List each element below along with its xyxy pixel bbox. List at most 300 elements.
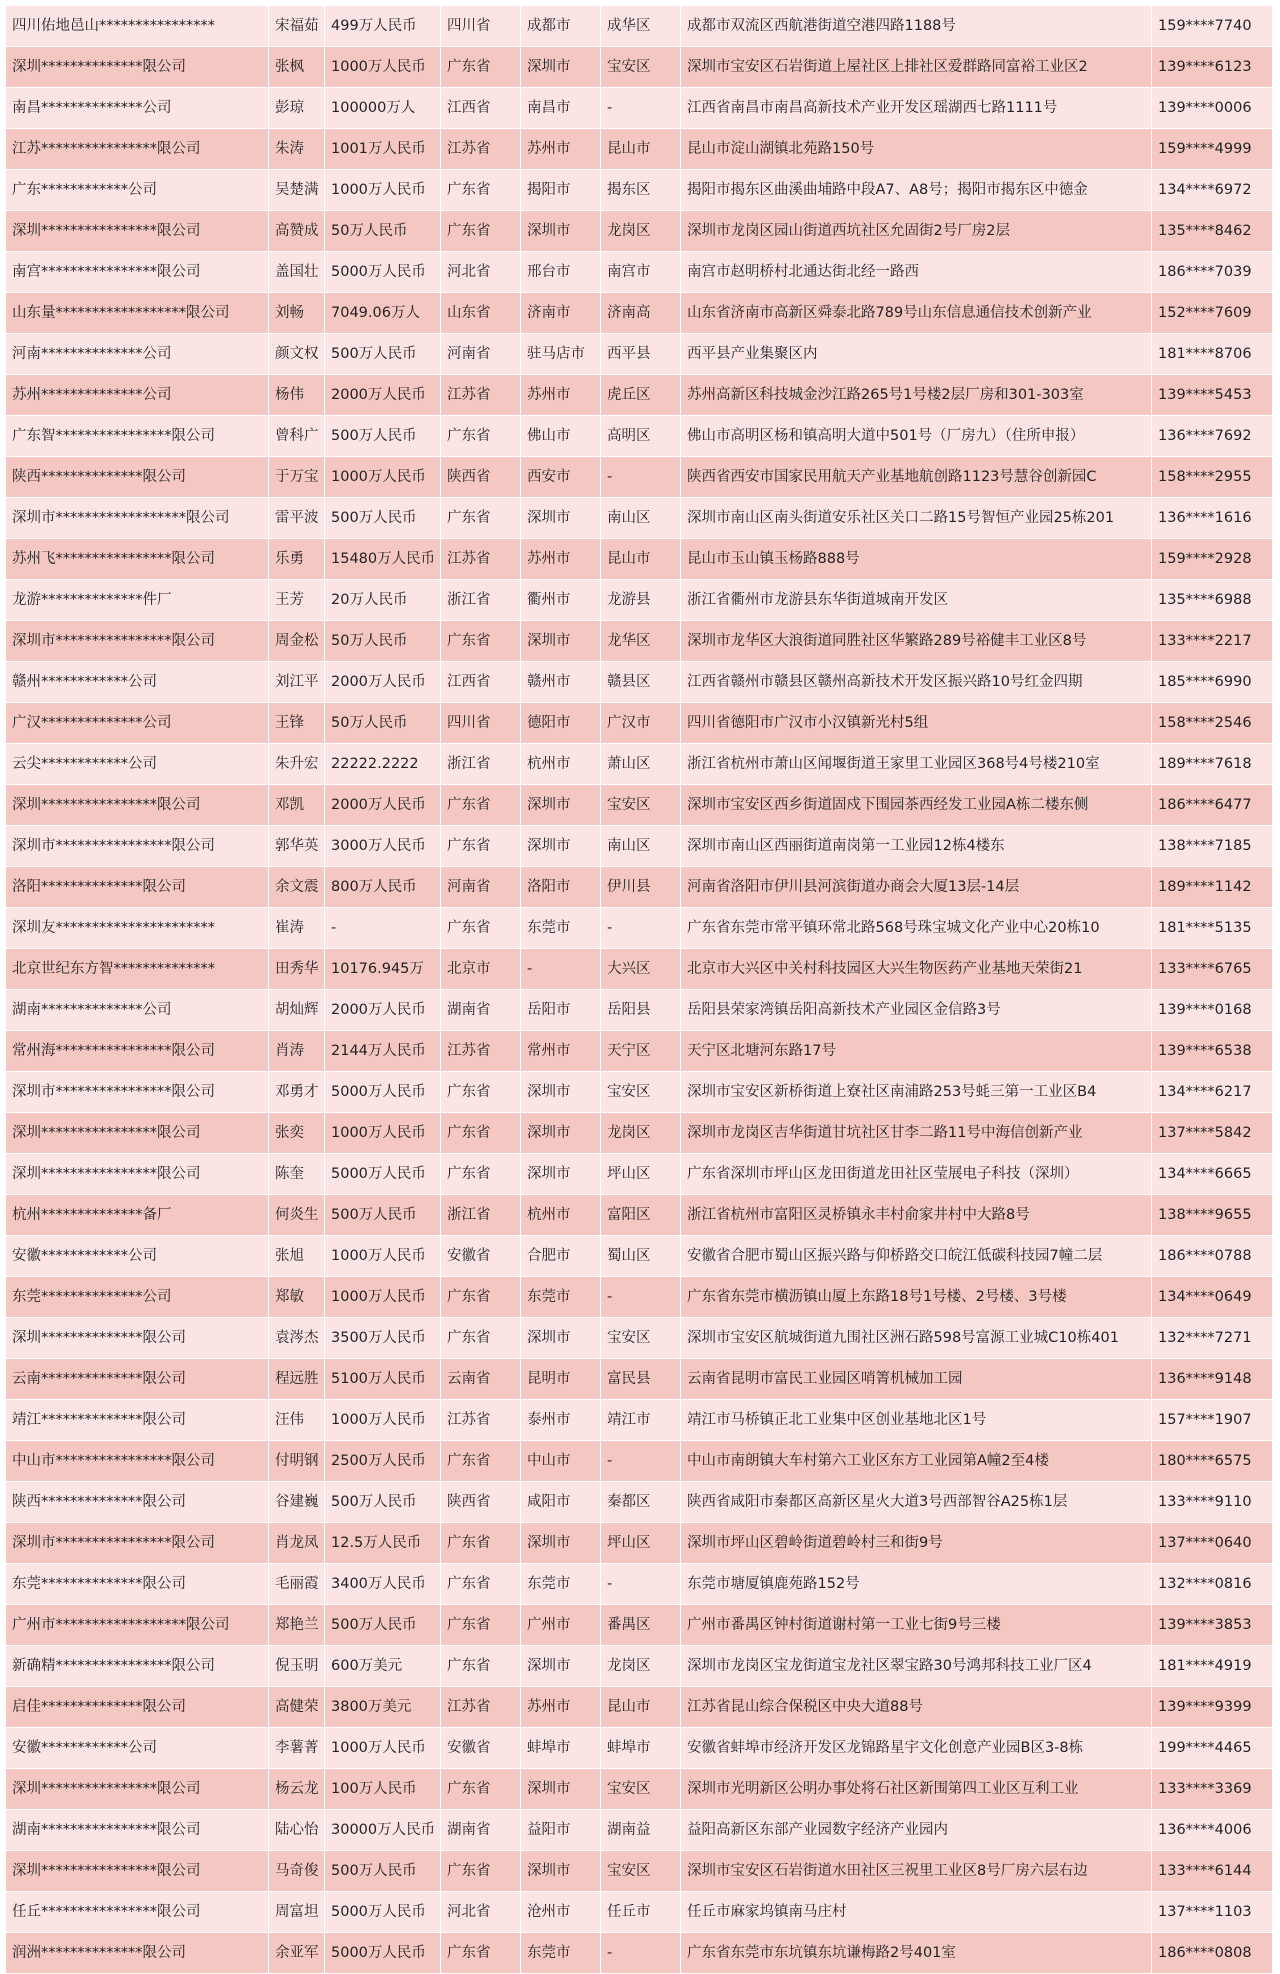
province-cell: 广东省 xyxy=(441,1769,521,1810)
city-cell: 泰州市 xyxy=(521,1400,601,1441)
table-row xyxy=(6,6,1273,47)
phone-cell: 186****0788 xyxy=(1152,1236,1273,1277)
phone-cell: 136****1616 xyxy=(1152,498,1273,539)
table-row xyxy=(6,1072,1273,1113)
company-name-cell: 东莞**************公司 xyxy=(6,1277,269,1318)
registered-capital-cell: 500万人民币 xyxy=(325,498,441,539)
contact-name-cell: 袁涔杰 xyxy=(269,1318,325,1359)
phone-cell: 137****1103 xyxy=(1152,1892,1273,1933)
district-cell: 坪山区 xyxy=(601,1154,681,1195)
contact-name-cell: 汪伟 xyxy=(269,1400,325,1441)
registered-capital-cell: 800万人民币 xyxy=(325,867,441,908)
company-name-cell: 深圳**************限公司 xyxy=(6,1318,269,1359)
contact-name-cell: 何炎生 xyxy=(269,1195,325,1236)
city-cell: 东莞市 xyxy=(521,1277,601,1318)
registered-capital-cell: 1001万人民币 xyxy=(325,129,441,170)
registered-capital-cell: 5000万人民币 xyxy=(325,1892,441,1933)
phone-cell: 134****6665 xyxy=(1152,1154,1273,1195)
contact-name-cell: 周富坦 xyxy=(269,1892,325,1933)
address-cell: 深圳市宝安区石岩街道上屋社区上排社区爱群路同富裕工业区2 xyxy=(681,47,1152,88)
province-cell: 湖南省 xyxy=(441,1810,521,1851)
district-cell: 揭东区 xyxy=(601,170,681,211)
phone-cell: 159****4999 xyxy=(1152,129,1273,170)
address-cell: 江苏省昆山综合保税区中央大道88号 xyxy=(681,1687,1152,1728)
table-row xyxy=(6,47,1273,88)
province-cell: 广东省 xyxy=(441,826,521,867)
address-cell: 陕西省咸阳市秦都区高新区星火大道3号西部智谷A25栋1层 xyxy=(681,1482,1152,1523)
phone-cell: 133****9110 xyxy=(1152,1482,1273,1523)
address-cell: 天宁区北塘河东路17号 xyxy=(681,1031,1152,1072)
contact-name-cell: 马奇俊 xyxy=(269,1851,325,1892)
table-row xyxy=(6,703,1273,744)
province-cell: 江苏省 xyxy=(441,1400,521,1441)
table-row xyxy=(6,1810,1273,1851)
city-cell: 苏州市 xyxy=(521,1687,601,1728)
district-cell: 富阳区 xyxy=(601,1195,681,1236)
company-name-cell: 南宫****************限公司 xyxy=(6,252,269,293)
province-cell: 江苏省 xyxy=(441,539,521,580)
contact-name-cell: 曾科广 xyxy=(269,416,325,457)
province-cell: 广东省 xyxy=(441,621,521,662)
registered-capital-cell: 5100万人民币 xyxy=(325,1359,441,1400)
address-cell: 北京市大兴区中关村科技园区大兴生物医药产业基地天荣街21 xyxy=(681,949,1152,990)
registered-capital-cell: 12.5万人民币 xyxy=(325,1523,441,1564)
city-cell: 蚌埠市 xyxy=(521,1728,601,1769)
city-cell: 深圳市 xyxy=(521,498,601,539)
address-cell: 四川省德阳市广汉市小汉镇新光村5组 xyxy=(681,703,1152,744)
district-cell: 西平县 xyxy=(601,334,681,375)
registered-capital-cell: - xyxy=(325,908,441,949)
address-cell: 佛山市高明区杨和镇高明大道中501号（厂房九）（住所申报） xyxy=(681,416,1152,457)
table-row xyxy=(6,1851,1273,1892)
district-cell: 伊川县 xyxy=(601,867,681,908)
company-name-cell: 洛阳**************限公司 xyxy=(6,867,269,908)
province-cell: 广东省 xyxy=(441,1523,521,1564)
district-cell: 蜀山区 xyxy=(601,1236,681,1277)
registered-capital-cell: 499万人民币 xyxy=(325,6,441,47)
phone-cell: 186****6477 xyxy=(1152,785,1273,826)
address-cell: 浙江省杭州市萧山区闻堰街道王家里工业园区368号4号楼210室 xyxy=(681,744,1152,785)
city-cell: 西安市 xyxy=(521,457,601,498)
contact-name-cell: 肖涛 xyxy=(269,1031,325,1072)
company-name-cell: 赣州************公司 xyxy=(6,662,269,703)
address-cell: 深圳市坪山区碧岭街道碧岭村三和街9号 xyxy=(681,1523,1152,1564)
phone-cell: 157****1907 xyxy=(1152,1400,1273,1441)
district-cell: 昆山市 xyxy=(601,1687,681,1728)
district-cell: - xyxy=(601,1564,681,1605)
contact-name-cell: 于万宝 xyxy=(269,457,325,498)
company-name-cell: 南昌**************公司 xyxy=(6,88,269,129)
address-cell: 任丘市麻家坞镇南马庄村 xyxy=(681,1892,1152,1933)
city-cell: 中山市 xyxy=(521,1441,601,1482)
province-cell: 河北省 xyxy=(441,252,521,293)
address-cell: 深圳市光明新区公明办事处将石社区新围第四工业区互利工业 xyxy=(681,1769,1152,1810)
table-row xyxy=(6,457,1273,498)
district-cell: 龙岗区 xyxy=(601,1113,681,1154)
company-name-cell: 安徽************公司 xyxy=(6,1728,269,1769)
district-cell: 富民县 xyxy=(601,1359,681,1400)
registered-capital-cell: 2144万人民币 xyxy=(325,1031,441,1072)
registered-capital-cell: 500万人民币 xyxy=(325,334,441,375)
registered-capital-cell: 3500万人民币 xyxy=(325,1318,441,1359)
address-cell: 南宫市赵明桥村北通达街北经一路西 xyxy=(681,252,1152,293)
address-cell: 深圳市龙岗区园山街道西坑社区允固街2号厂房2层 xyxy=(681,211,1152,252)
province-cell: 安徽省 xyxy=(441,1236,521,1277)
registered-capital-cell: 1000万人民币 xyxy=(325,1113,441,1154)
province-cell: 广东省 xyxy=(441,498,521,539)
registered-capital-cell: 30000万人民币 xyxy=(325,1810,441,1851)
registered-capital-cell: 1000万人民币 xyxy=(325,1728,441,1769)
district-cell: 湖南益 xyxy=(601,1810,681,1851)
company-name-cell: 新确精****************限公司 xyxy=(6,1646,269,1687)
phone-cell: 134****6217 xyxy=(1152,1072,1273,1113)
registered-capital-cell: 500万人民币 xyxy=(325,1195,441,1236)
district-cell: 南山区 xyxy=(601,498,681,539)
company-name-cell: 杭州**************备厂 xyxy=(6,1195,269,1236)
phone-cell: 189****7618 xyxy=(1152,744,1273,785)
address-cell: 广东省东莞市常平镇环常北路568号珠宝城文化产业中心20栋10 xyxy=(681,908,1152,949)
province-cell: 广东省 xyxy=(441,47,521,88)
company-name-cell: 深圳****************限公司 xyxy=(6,1769,269,1810)
address-cell: 深圳市南山区南头街道安乐社区关口二路15号智恒产业园25栋201 xyxy=(681,498,1152,539)
district-cell: 天宁区 xyxy=(601,1031,681,1072)
province-cell: 广东省 xyxy=(441,211,521,252)
company-name-cell: 深圳****************限公司 xyxy=(6,785,269,826)
phone-cell: 159****2928 xyxy=(1152,539,1273,580)
city-cell: 深圳市 xyxy=(521,47,601,88)
district-cell: 靖江市 xyxy=(601,1400,681,1441)
company-name-cell: 深圳市****************限公司 xyxy=(6,621,269,662)
company-name-cell: 湖南****************限公司 xyxy=(6,1810,269,1851)
phone-cell: 132****0816 xyxy=(1152,1564,1273,1605)
city-cell: 常州市 xyxy=(521,1031,601,1072)
company-name-cell: 深圳友********************** xyxy=(6,908,269,949)
city-cell: 昆明市 xyxy=(521,1359,601,1400)
registered-capital-cell: 15480万人民币 xyxy=(325,539,441,580)
province-cell: 江苏省 xyxy=(441,129,521,170)
province-cell: 广东省 xyxy=(441,1933,521,1974)
contact-name-cell: 朱涛 xyxy=(269,129,325,170)
phone-cell: 136****4006 xyxy=(1152,1810,1273,1851)
city-cell: 益阳市 xyxy=(521,1810,601,1851)
city-cell: 驻马店市 xyxy=(521,334,601,375)
registered-capital-cell: 1000万人民币 xyxy=(325,47,441,88)
phone-cell: 159****7740 xyxy=(1152,6,1273,47)
phone-cell: 199****4465 xyxy=(1152,1728,1273,1769)
province-cell: 陕西省 xyxy=(441,457,521,498)
contact-name-cell: 彭琼 xyxy=(269,88,325,129)
registered-capital-cell: 2500万人民币 xyxy=(325,1441,441,1482)
city-cell: 东莞市 xyxy=(521,1933,601,1974)
registered-capital-cell: 1000万人民币 xyxy=(325,457,441,498)
contact-name-cell: 张旭 xyxy=(269,1236,325,1277)
company-name-cell: 常州海****************限公司 xyxy=(6,1031,269,1072)
province-cell: 广东省 xyxy=(441,1605,521,1646)
table-row xyxy=(6,1769,1273,1810)
district-cell: 宝安区 xyxy=(601,1851,681,1892)
company-name-cell: 启佳**************限公司 xyxy=(6,1687,269,1728)
company-name-cell: 陕西**************限公司 xyxy=(6,457,269,498)
table-row xyxy=(6,1318,1273,1359)
phone-cell: 136****7692 xyxy=(1152,416,1273,457)
city-cell: 咸阳市 xyxy=(521,1482,601,1523)
province-cell: 广东省 xyxy=(441,170,521,211)
district-cell: 龙游县 xyxy=(601,580,681,621)
city-cell: 苏州市 xyxy=(521,539,601,580)
city-cell: 合肥市 xyxy=(521,1236,601,1277)
province-cell: 山东省 xyxy=(441,293,521,334)
address-cell: 岳阳县荣家湾镇岳阳高新技术产业园区金信路3号 xyxy=(681,990,1152,1031)
phone-cell: 139****5453 xyxy=(1152,375,1273,416)
table-row xyxy=(6,1441,1273,1482)
city-cell: 深圳市 xyxy=(521,1318,601,1359)
table-row xyxy=(6,580,1273,621)
city-cell: 深圳市 xyxy=(521,1113,601,1154)
address-cell: 陕西省西安市国家民用航天产业基地航创路1123号慧谷创新园C xyxy=(681,457,1152,498)
phone-cell: 137****5842 xyxy=(1152,1113,1273,1154)
district-cell: - xyxy=(601,457,681,498)
company-name-cell: 苏州**************公司 xyxy=(6,375,269,416)
district-cell: 南宫市 xyxy=(601,252,681,293)
company-name-cell: 深圳市****************限公司 xyxy=(6,1072,269,1113)
district-cell: 广汉市 xyxy=(601,703,681,744)
company-name-cell: 任丘****************限公司 xyxy=(6,1892,269,1933)
city-cell: 济南市 xyxy=(521,293,601,334)
address-cell: 昆山市淀山湖镇北苑路150号 xyxy=(681,129,1152,170)
table-row xyxy=(6,1113,1273,1154)
contact-name-cell: 杨伟 xyxy=(269,375,325,416)
address-cell: 深圳市宝安区西乡街道固戍下围园茶西经发工业园A栋二楼东侧 xyxy=(681,785,1152,826)
company-name-cell: 云南**************限公司 xyxy=(6,1359,269,1400)
company-name-cell: 安徽************公司 xyxy=(6,1236,269,1277)
company-name-cell: 靖江**************限公司 xyxy=(6,1400,269,1441)
address-cell: 靖江市马桥镇正北工业集中区创业基地北区1号 xyxy=(681,1400,1152,1441)
phone-cell: 181****4919 xyxy=(1152,1646,1273,1687)
table-row xyxy=(6,1687,1273,1728)
district-cell: 宝安区 xyxy=(601,785,681,826)
city-cell: 深圳市 xyxy=(521,1523,601,1564)
district-cell: 番禺区 xyxy=(601,1605,681,1646)
phone-cell: 152****7609 xyxy=(1152,293,1273,334)
contact-name-cell: 盖国壮 xyxy=(269,252,325,293)
contact-name-cell: 谷建巍 xyxy=(269,1482,325,1523)
city-cell: 成都市 xyxy=(521,6,601,47)
contact-name-cell: 周金松 xyxy=(269,621,325,662)
company-name-cell: 湖南**************公司 xyxy=(6,990,269,1031)
city-cell: 深圳市 xyxy=(521,1154,601,1195)
table-row xyxy=(6,744,1273,785)
table-row xyxy=(6,88,1273,129)
registered-capital-cell: 50万人民币 xyxy=(325,621,441,662)
address-cell: 安徽省合肥市蜀山区振兴路与仰桥路交口皖江低碳科技园7幢二层 xyxy=(681,1236,1152,1277)
city-cell: 沧州市 xyxy=(521,1892,601,1933)
phone-cell: 185****6990 xyxy=(1152,662,1273,703)
city-cell: - xyxy=(521,949,601,990)
registered-capital-cell: 1000万人民币 xyxy=(325,1236,441,1277)
table-row xyxy=(6,170,1273,211)
registered-capital-cell: 500万人民币 xyxy=(325,1851,441,1892)
contact-name-cell: 雷平波 xyxy=(269,498,325,539)
table-row xyxy=(6,416,1273,457)
district-cell: 高明区 xyxy=(601,416,681,457)
address-cell: 益阳高新区东部产业园数字经济产业园内 xyxy=(681,1810,1152,1851)
contact-name-cell: 陈奎 xyxy=(269,1154,325,1195)
registered-capital-cell: 5000万人民币 xyxy=(325,1072,441,1113)
table-body xyxy=(6,6,1273,1974)
address-cell: 江西省赣州市赣县区赣州高新技术开发区振兴路10号红金四期 xyxy=(681,662,1152,703)
contact-name-cell: 邓凯 xyxy=(269,785,325,826)
table-row xyxy=(6,498,1273,539)
contact-name-cell: 郑敏 xyxy=(269,1277,325,1318)
contact-name-cell: 颜文权 xyxy=(269,334,325,375)
province-cell: 广东省 xyxy=(441,1072,521,1113)
registered-capital-cell: 100万人民币 xyxy=(325,1769,441,1810)
district-cell: 龙岗区 xyxy=(601,1646,681,1687)
district-cell: 宝安区 xyxy=(601,1769,681,1810)
contact-name-cell: 刘畅 xyxy=(269,293,325,334)
province-cell: 广东省 xyxy=(441,1277,521,1318)
registered-capital-cell: 5000万人民币 xyxy=(325,252,441,293)
province-cell: 广东省 xyxy=(441,1441,521,1482)
company-name-cell: 深圳市****************限公司 xyxy=(6,826,269,867)
province-cell: 湖南省 xyxy=(441,990,521,1031)
registered-capital-cell: 50万人民币 xyxy=(325,703,441,744)
contact-name-cell: 张枫 xyxy=(269,47,325,88)
company-name-cell: 深圳**************限公司 xyxy=(6,47,269,88)
table-row xyxy=(6,1892,1273,1933)
province-cell: 广东省 xyxy=(441,1154,521,1195)
province-cell: 广东省 xyxy=(441,1318,521,1359)
district-cell: 萧山区 xyxy=(601,744,681,785)
city-cell: 深圳市 xyxy=(521,826,601,867)
table-row xyxy=(6,539,1273,580)
address-cell: 深圳市龙华区大浪街道同胜社区华繁路289号裕健丰工业区8号 xyxy=(681,621,1152,662)
table-row xyxy=(6,1400,1273,1441)
table-row xyxy=(6,662,1273,703)
company-name-cell: 广汉**************公司 xyxy=(6,703,269,744)
province-cell: 北京市 xyxy=(441,949,521,990)
table-row xyxy=(6,1523,1273,1564)
district-cell: 成华区 xyxy=(601,6,681,47)
registered-capital-cell: 5000万人民币 xyxy=(325,1933,441,1974)
contact-name-cell: 乐勇 xyxy=(269,539,325,580)
registered-capital-cell: 2000万人民币 xyxy=(325,785,441,826)
city-cell: 深圳市 xyxy=(521,1072,601,1113)
contact-name-cell: 朱升宏 xyxy=(269,744,325,785)
phone-cell: 132****7271 xyxy=(1152,1318,1273,1359)
table-row xyxy=(6,908,1273,949)
phone-cell: 181****5135 xyxy=(1152,908,1273,949)
city-cell: 东莞市 xyxy=(521,908,601,949)
district-cell: 南山区 xyxy=(601,826,681,867)
contact-name-cell: 高赞成 xyxy=(269,211,325,252)
phone-cell: 181****8706 xyxy=(1152,334,1273,375)
contact-name-cell: 张奕 xyxy=(269,1113,325,1154)
table-row xyxy=(6,1277,1273,1318)
province-cell: 云南省 xyxy=(441,1359,521,1400)
address-cell: 东莞市塘厦镇鹿苑路152号 xyxy=(681,1564,1152,1605)
address-cell: 广东省深圳市坪山区龙田街道龙田社区莹展电子科技（深圳） xyxy=(681,1154,1152,1195)
table-row xyxy=(6,949,1273,990)
phone-cell: 137****0640 xyxy=(1152,1523,1273,1564)
contact-name-cell: 刘江平 xyxy=(269,662,325,703)
phone-cell: 135****6988 xyxy=(1152,580,1273,621)
address-cell: 深圳市龙岗区吉华街道甘坑社区甘李二路11号中海信创新产业 xyxy=(681,1113,1152,1154)
address-cell: 深圳市宝安区新桥街道上寮社区南浦路253号蚝三第一工业区B4 xyxy=(681,1072,1152,1113)
district-cell: - xyxy=(601,1933,681,1974)
address-cell: 西平县产业集聚区内 xyxy=(681,334,1152,375)
registered-capital-cell: 2000万人民币 xyxy=(325,990,441,1031)
table-row xyxy=(6,1195,1273,1236)
address-cell: 浙江省衢州市龙游县东华街道城南开发区 xyxy=(681,580,1152,621)
company-name-cell: 润洲**************限公司 xyxy=(6,1933,269,1974)
phone-cell: 158****2546 xyxy=(1152,703,1273,744)
city-cell: 深圳市 xyxy=(521,1646,601,1687)
registered-capital-cell: 7049.06万人 xyxy=(325,293,441,334)
company-name-cell: 广州市******************限公司 xyxy=(6,1605,269,1646)
phone-cell: 186****7039 xyxy=(1152,252,1273,293)
address-cell: 河南省洛阳市伊川县河滨街道办商会大厦13层-14层 xyxy=(681,867,1152,908)
contact-name-cell: 田秀华 xyxy=(269,949,325,990)
table-row xyxy=(6,1236,1273,1277)
district-cell: 宝安区 xyxy=(601,1318,681,1359)
contact-name-cell: 高健荣 xyxy=(269,1687,325,1728)
company-name-cell: 深圳****************限公司 xyxy=(6,1154,269,1195)
province-cell: 江西省 xyxy=(441,88,521,129)
registered-capital-cell: 500万人民币 xyxy=(325,1605,441,1646)
province-cell: 广东省 xyxy=(441,1113,521,1154)
district-cell: 任丘市 xyxy=(601,1892,681,1933)
registered-capital-cell: 600万美元 xyxy=(325,1646,441,1687)
district-cell: 宝安区 xyxy=(601,47,681,88)
company-name-cell: 广东************公司 xyxy=(6,170,269,211)
company-name-cell: 河南**************公司 xyxy=(6,334,269,375)
table-row xyxy=(6,375,1273,416)
contact-name-cell: 崔涛 xyxy=(269,908,325,949)
city-cell: 杭州市 xyxy=(521,744,601,785)
district-cell: - xyxy=(601,88,681,129)
phone-cell: 133****6144 xyxy=(1152,1851,1273,1892)
city-cell: 南昌市 xyxy=(521,88,601,129)
table-row xyxy=(6,826,1273,867)
province-cell: 江西省 xyxy=(441,662,521,703)
province-cell: 浙江省 xyxy=(441,580,521,621)
address-cell: 广东省东莞市东坑镇东坑谦梅路2号401室 xyxy=(681,1933,1152,1974)
district-cell: 坪山区 xyxy=(601,1523,681,1564)
company-name-cell: 北京世纪东方智************** xyxy=(6,949,269,990)
company-name-cell: 苏州飞****************限公司 xyxy=(6,539,269,580)
company-name-cell: 深圳****************限公司 xyxy=(6,1113,269,1154)
contact-name-cell: 宋福茹 xyxy=(269,6,325,47)
city-cell: 岳阳市 xyxy=(521,990,601,1031)
contact-name-cell: 付明钢 xyxy=(269,1441,325,1482)
city-cell: 深圳市 xyxy=(521,621,601,662)
table-row xyxy=(6,1482,1273,1523)
address-cell: 深圳市宝安区石岩街道水田社区三祝里工业区8号厂房六层右边 xyxy=(681,1851,1152,1892)
table-row xyxy=(6,334,1273,375)
table-row xyxy=(6,129,1273,170)
phone-cell: 189****1142 xyxy=(1152,867,1273,908)
phone-cell: 180****6575 xyxy=(1152,1441,1273,1482)
contact-name-cell: 邓勇才 xyxy=(269,1072,325,1113)
city-cell: 揭阳市 xyxy=(521,170,601,211)
address-cell: 成都市双流区西航港街道空港四路1188号 xyxy=(681,6,1152,47)
contact-name-cell: 吴楚满 xyxy=(269,170,325,211)
contact-name-cell: 肖龙凤 xyxy=(269,1523,325,1564)
registered-capital-cell: 10176.945万 xyxy=(325,949,441,990)
phone-cell: 133****6765 xyxy=(1152,949,1273,990)
company-name-cell: 深圳****************限公司 xyxy=(6,1851,269,1892)
